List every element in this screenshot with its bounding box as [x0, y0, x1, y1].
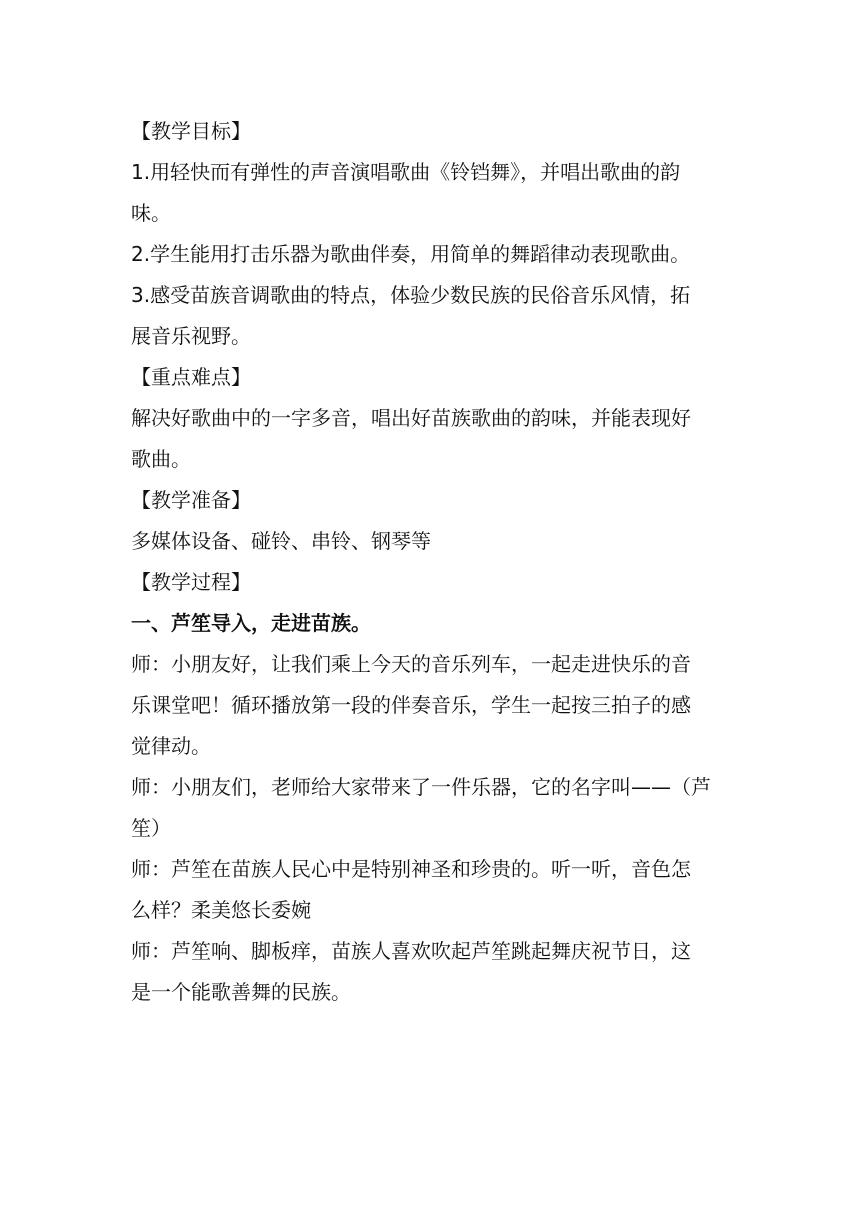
- paragraph-line: 乐课堂吧！循环播放第一段的伴奏音乐，学生一起按三拍子的感: [131, 693, 691, 717]
- paragraph-line: 2.学生能用打击乐器为歌曲伴奏，用简单的舞蹈律动表现歌曲。: [131, 242, 691, 266]
- section-heading-objectives: 【教学目标】: [131, 119, 251, 143]
- paragraph-line: 么样？柔美悠长委婉: [131, 898, 311, 922]
- paragraph-line: 多媒体设备、碰铃、串铃、钢琴等: [131, 529, 431, 553]
- paragraph-line: 1.用轻快而有弹性的声音演唱歌曲《铃铛舞》，并唱出歌曲的韵: [131, 160, 681, 184]
- paragraph-line: 味。: [131, 201, 171, 225]
- paragraph-line: 师：芦笙响、脚板痒，苗族人喜欢吹起芦笙跳起舞庆祝节日，这: [131, 939, 691, 963]
- paragraph-line: 师：小朋友好，让我们乘上今天的音乐列车，一起走进快乐的音: [131, 652, 691, 676]
- section-heading-process: 【教学过程】: [131, 570, 251, 594]
- paragraph-line: 展音乐视野。: [131, 324, 251, 348]
- paragraph-line: 是一个能歌善舞的民族。: [131, 980, 351, 1004]
- paragraph-line: 3.感受苗族音调歌曲的特点，体验少数民族的民俗音乐风情，拓: [131, 283, 691, 307]
- subsection-heading: 一、芦笙导入，走进苗族。: [131, 611, 371, 635]
- paragraph-line: 解决好歌曲中的一字多音，唱出好苗族歌曲的韵味，并能表现好: [131, 406, 691, 430]
- paragraph-line: 师：小朋友们，老师给大家带来了一件乐器，它的名字叫——（芦: [131, 775, 711, 799]
- section-heading-preparation: 【教学准备】: [131, 488, 251, 512]
- paragraph-line: 歌曲。: [131, 447, 191, 471]
- paragraph-line: 师：芦笙在苗族人民心中是特别神圣和珍贵的。听一听，音色怎: [131, 857, 691, 881]
- section-heading-key-points: 【重点难点】: [131, 365, 251, 389]
- paragraph-line: 笙）: [131, 816, 171, 840]
- paragraph-line: 觉律动。: [131, 734, 211, 758]
